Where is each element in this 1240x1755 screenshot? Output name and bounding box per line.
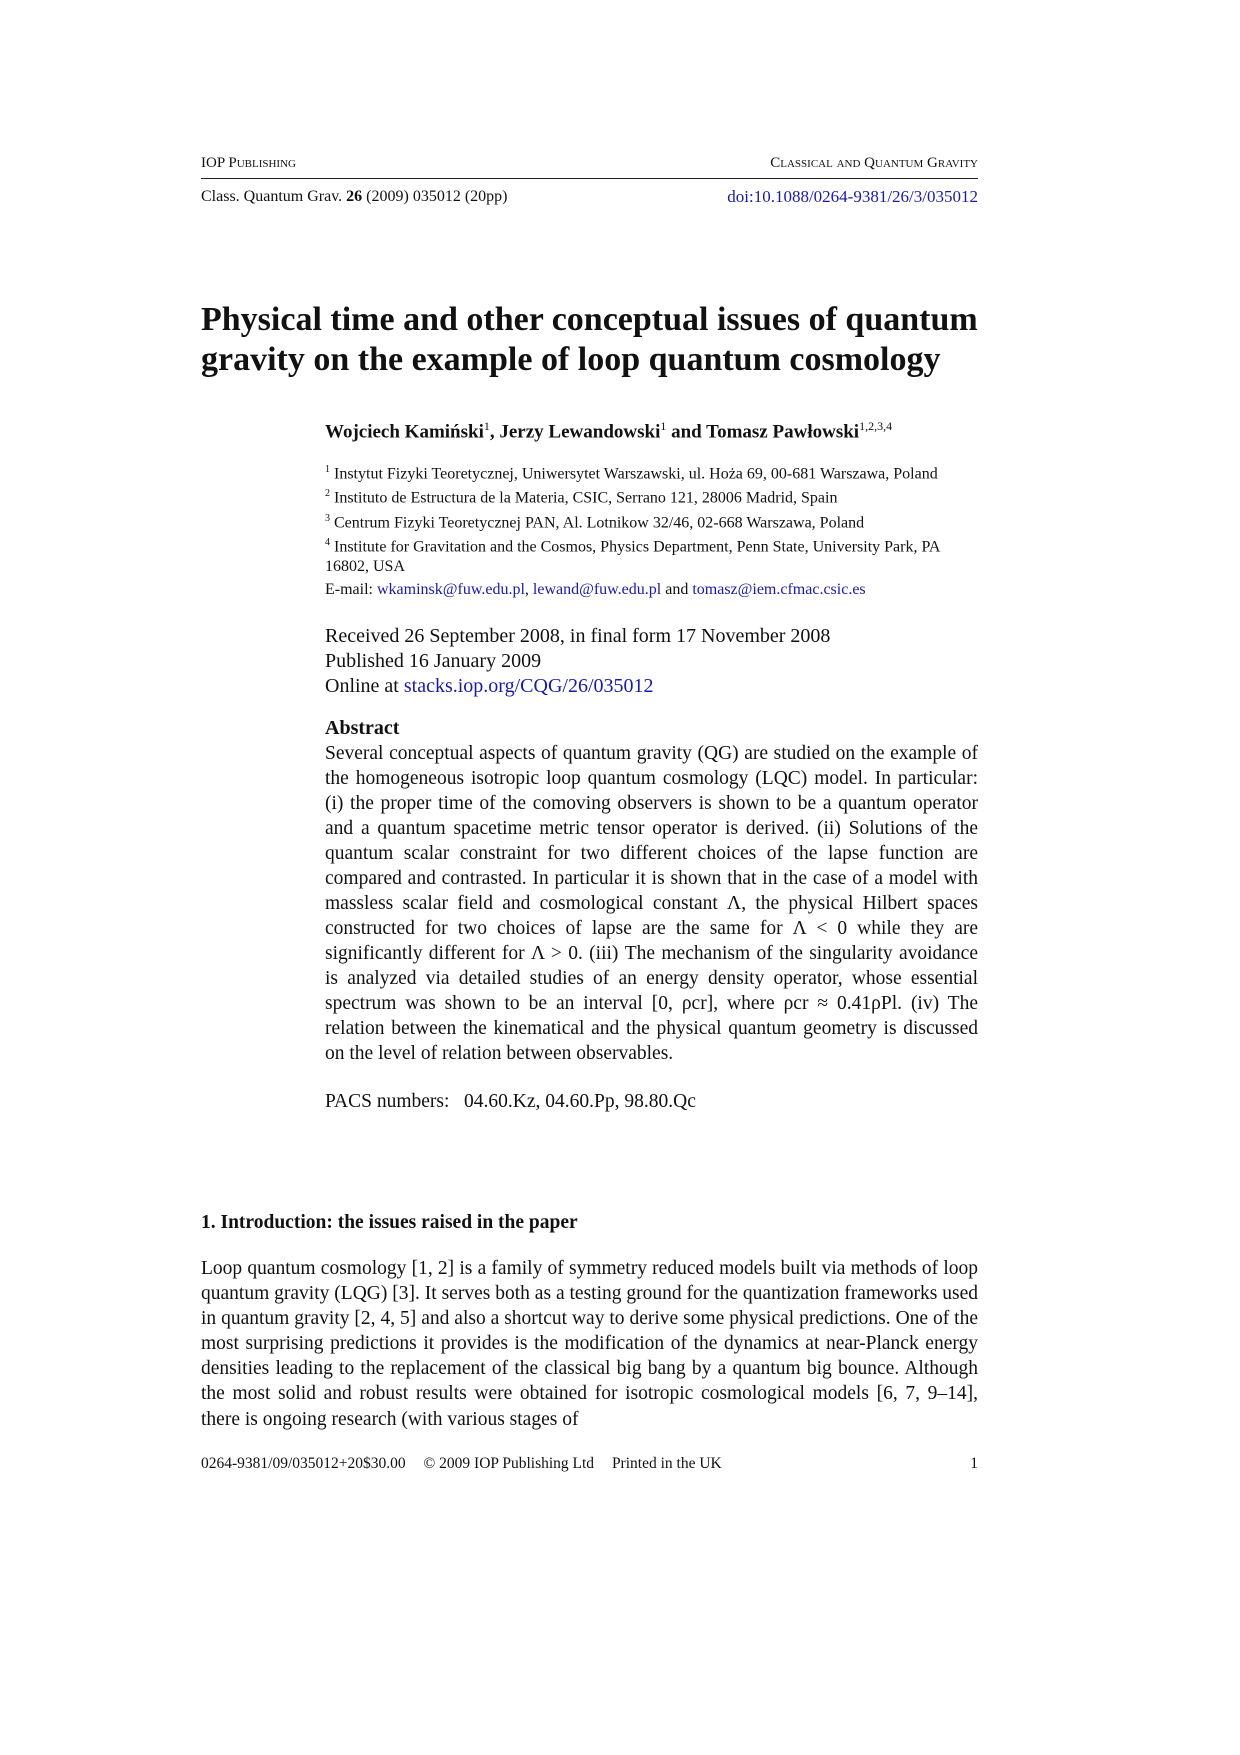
section-body: Loop quantum cosmology [1, 2] is a family of symmetry reduced models built via methods of loop quantum gravity (LQG) [3]. It serves both as a testing ground for the quantization frameworks used in quantum gravity [2, 4, 5] and also a shortcut way to derive some physical predictions. One of the most surprising predictions it provides is the modification of the dynamics at near-Planck energy densities leading to the replacement of the classical big bang by a quantum big bounce. Although the most solid and robust results were obtained for isotropic cosmological models [6, 7, 9–14], there is ongoing research (with various stages of: [201, 1258, 978, 1430]
author-affiliation-marker: 1: [483, 419, 490, 433]
author-separator: ,: [489, 421, 500, 443]
pacs-numbers: PACS numbers: 04.60.Kz, 04.60.Pp, 98.80.Qc: [325, 1091, 696, 1112]
email-and: and: [665, 581, 689, 598]
affiliation-list: [325, 460, 985, 577]
doi-link[interactable]: doi:10.1088/0264-9381/26/3/035012: [727, 187, 978, 206]
publication-dates: [325, 624, 830, 699]
author-affiliation-marker: 1,2,3,4: [859, 419, 893, 433]
affiliation-text: Centrum Fizyki Teoretycznej PAN, Al. Lotnikow 32/46, 02-668 Warszawa, Poland: [330, 513, 865, 531]
affiliation-number: 1: [325, 464, 330, 475]
author-list: [325, 419, 892, 443]
affiliation-item: [325, 533, 985, 577]
online-label: Online at: [325, 675, 399, 697]
affiliation-number: 4: [325, 536, 330, 548]
affiliation-text: Instituto de Estructura de la Materia, CSIC, Serrano 121, 28006 Madrid, Spain: [330, 489, 838, 507]
online-link[interactable]: stacks.iop.org/CQG/26/035012: [403, 675, 654, 697]
affiliation-text: Instytut Fizyki Teoretycznej, Uniwersytet Warszawski, ul. Hoża 69, 00-681 Warszawa, Poland: [330, 465, 938, 483]
citation-line: [201, 188, 507, 206]
affiliation-item: [325, 460, 985, 484]
author-name: Wojciech Kamiński: [325, 421, 484, 443]
abstract-block: [325, 716, 978, 1066]
footer-copyright: © 2009 IOP Publishing Ltd: [423, 1455, 595, 1472]
section-heading: 1. Introduction: the issues raised in the paper: [201, 1212, 578, 1233]
journal-name: Classical and Quantum Gravity: [770, 155, 978, 171]
citation-volume: 26: [346, 188, 363, 205]
footer-info: [201, 1455, 722, 1473]
author-name: Jerzy Lewandowski: [499, 421, 661, 443]
affiliation-number: 2: [325, 488, 330, 500]
email-label: E-mail:: [325, 581, 373, 598]
author-separator: and: [666, 421, 707, 443]
citation-prefix: Class. Quantum Grav.: [201, 188, 343, 205]
footer-printed: Printed in the UK: [611, 1455, 722, 1472]
published-date: Published 16 January 2009: [325, 650, 542, 672]
email-link-kaminski[interactable]: wkaminsk@fuw.edu.pl: [376, 581, 525, 598]
author-name: Tomasz Pawłowski: [706, 421, 860, 443]
footer-code: 0264-9381/09/035012+20$30.00: [201, 1455, 406, 1472]
affiliation-item: [325, 509, 985, 533]
online-line: [325, 674, 830, 699]
header-rule: [201, 178, 978, 179]
received-date: Received 26 September 2008, in final form 17 November 2008: [325, 625, 831, 647]
paper-title: Physical time and other conceptual issues of quantum gravity on the example of loop quantum cosmology: [201, 301, 978, 378]
email-line: E-mail: wkaminsk@fuw.edu.pl, lewand@fuw.edu.pl and tomasz@iem.cfmac.csic.es: [325, 581, 866, 598]
email-link-lewandowski[interactable]: lewand@fuw.edu.pl: [532, 581, 662, 598]
affiliation-number: 3: [325, 512, 330, 524]
affiliation-text: Institute for Gravitation and the Cosmos, Physics Department, Penn State, University Park, PA 16802, USA: [325, 538, 940, 576]
publisher-name: IOP Publishing: [201, 155, 296, 171]
abstract-text: Several conceptual aspects of quantum gravity (QG) are studied on the example of the homogeneous isotropic loop quantum cosmology (LQC) model. In particular: (i) the proper time of the comoving observers is shown to be a quantum operator and a quantum spacetime metric tensor operator is derived. (ii) Solutions of the quantum scalar constraint for two different choices of the lapse function are compared and contrasted. In particular it is shown that in the case of a model with massless scalar field and cosmological constant Λ, the physical Hilbert spaces constructed for two choices of lapse are the same for Λ < 0 while they are significantly different for Λ > 0. (iii) The mechanism of the singularity avoidance is analyzed via detailed studies of an energy density operator, whose essential spectrum was shown to be an interval [0, ρcr], where ρcr ≈ 0.41ρPl. (iv) The relation between the kinematical and the physical quantum geometry is discussed on the level of relation between observables.: [325, 743, 978, 1064]
citation-suffix: (2009) 035012 (20pp): [366, 188, 508, 205]
page-number: 1: [970, 1455, 978, 1472]
affiliation-item: [325, 484, 985, 508]
email-link-pawlowski[interactable]: tomasz@iem.cfmac.csic.es: [692, 581, 866, 598]
author-affiliation-marker: 1: [660, 419, 667, 433]
abstract-heading: Abstract: [325, 717, 400, 739]
